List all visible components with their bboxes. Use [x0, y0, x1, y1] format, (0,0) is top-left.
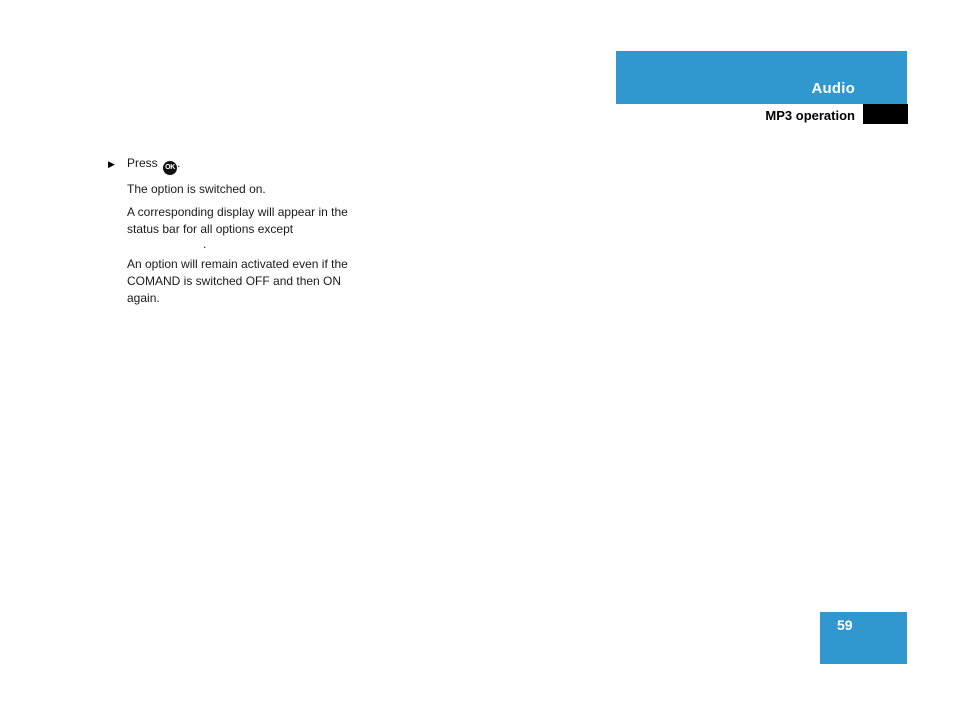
step-suffix: .: [177, 156, 181, 170]
display-note-text: A corresponding display will appear in the status bar for all options except: [127, 205, 348, 236]
result-text: The option is switched on.: [127, 182, 266, 196]
section-tab-marker: [863, 104, 908, 124]
subsection-title: MP3 operation: [765, 108, 855, 123]
instruction-step: [108, 155, 359, 175]
triangle-right-icon: ▶: [108, 159, 115, 169]
display-note: [127, 204, 359, 250]
activation-note: An option will remain activated even if the COMAND is switched OFF and then ON again.: [127, 257, 348, 305]
ok-button-icon: OK: [163, 161, 177, 175]
step-prefix: Press: [127, 156, 158, 170]
section-header-block: [616, 51, 907, 104]
page-number-block: [820, 612, 907, 664]
display-note-end: .: [203, 237, 207, 251]
page-number: 59: [837, 617, 853, 633]
main-content: [108, 155, 359, 313]
section-title: Audio: [811, 80, 855, 97]
